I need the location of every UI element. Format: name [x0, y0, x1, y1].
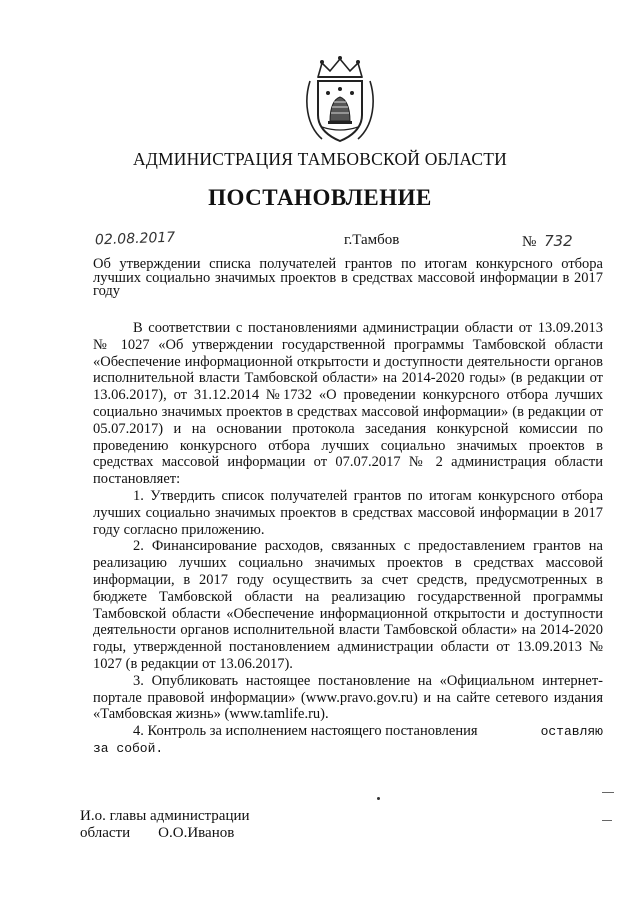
signatory-name: О.О.Иванов	[158, 825, 235, 841]
document-city: г.Тамбов	[344, 232, 400, 248]
item-4-word: оставляю	[540, 724, 603, 740]
organization-name: АДМИНИСТРАЦИЯ ТАМБОВСКОЙ ОБЛАСТИ	[133, 149, 507, 169]
item-4-text: 4. Контроль за исполнением настоящего постановления	[133, 723, 478, 740]
item-2-paragraph: 2. Финансирование расходов, связанных с предоставлением грантов на реализацию лучших социально значимых проектов в средствах массовой информации, в 2017 году осуществить за счет средств, предусмотренных в бюджете Тамбовской области на реализацию государственной программы Тамбовской области «Обеспечение информационной открытости и доступности деятельности органов исполнительной власти Тамбовской области» на 2014-2020 годы, утвержденной постановлением администрации области от 13.09.2013 № 1027 (в редакции от 13.06.2017).	[93, 538, 603, 672]
margin-mark	[602, 820, 612, 821]
number-value: 732	[544, 232, 573, 250]
document-subject: Об утверждении списка получателей грантов по итогам конкурсного отбора лучших социально значимых проектов в средствах массовой информации в 2017 году	[93, 256, 603, 299]
document-type-title: ПОСТАНОВЛЕНИЕ	[208, 185, 432, 210]
preamble-paragraph: В соответствии с постановлениями администрации области от 13.09.2013 № 1027 «Об утверждении государственной программы Тамбовской области «Обеспечение информационной открытости и доступности деятельности органов исполнительной власти Тамбовской области» на 2014-2020 годы» (в редакции от 13.06.2017), от 31.12.2014 №1732 «О проведении конкурсного отбора лучших социально значимых проектов в средствах массовой информации» (в редакции от 05.07.2017) и на основании протокола заседания конкурсной комиссии по проведению конкурсного отбора лучших социально значимых проектов в средствах массовой информации от 07.07.2017 № 2 администрация области постановляет:	[93, 320, 603, 488]
document-body	[93, 320, 603, 758]
document-date: 02.08.2017	[94, 229, 176, 249]
coat-of-arms-emblem	[300, 55, 380, 147]
signatory-position: И.о. главы администрации	[80, 808, 250, 824]
document-number	[522, 232, 573, 251]
item-4-end: за собой.	[93, 740, 164, 756]
ink-dot	[377, 797, 380, 800]
signatory-region: области	[80, 825, 131, 841]
item-4-paragraph	[93, 723, 603, 741]
signature-block	[80, 808, 250, 842]
margin-mark	[602, 792, 614, 793]
number-prefix: №	[522, 234, 537, 250]
item-1-paragraph: 1. Утвердить список получателей грантов по итогам конкурсного отбора лучших социально значимых проектов в средствах массовой информации в 2017 году согласно приложению.	[93, 487, 603, 538]
item-3-paragraph: 3. Опубликовать настоящее постановление на «Официальном интернет-портале правовой информации» (www.pravo.gov.ru) и на сайте сетевого издания «Тамбовская жизнь» (www.tamlife.ru).	[93, 672, 603, 723]
